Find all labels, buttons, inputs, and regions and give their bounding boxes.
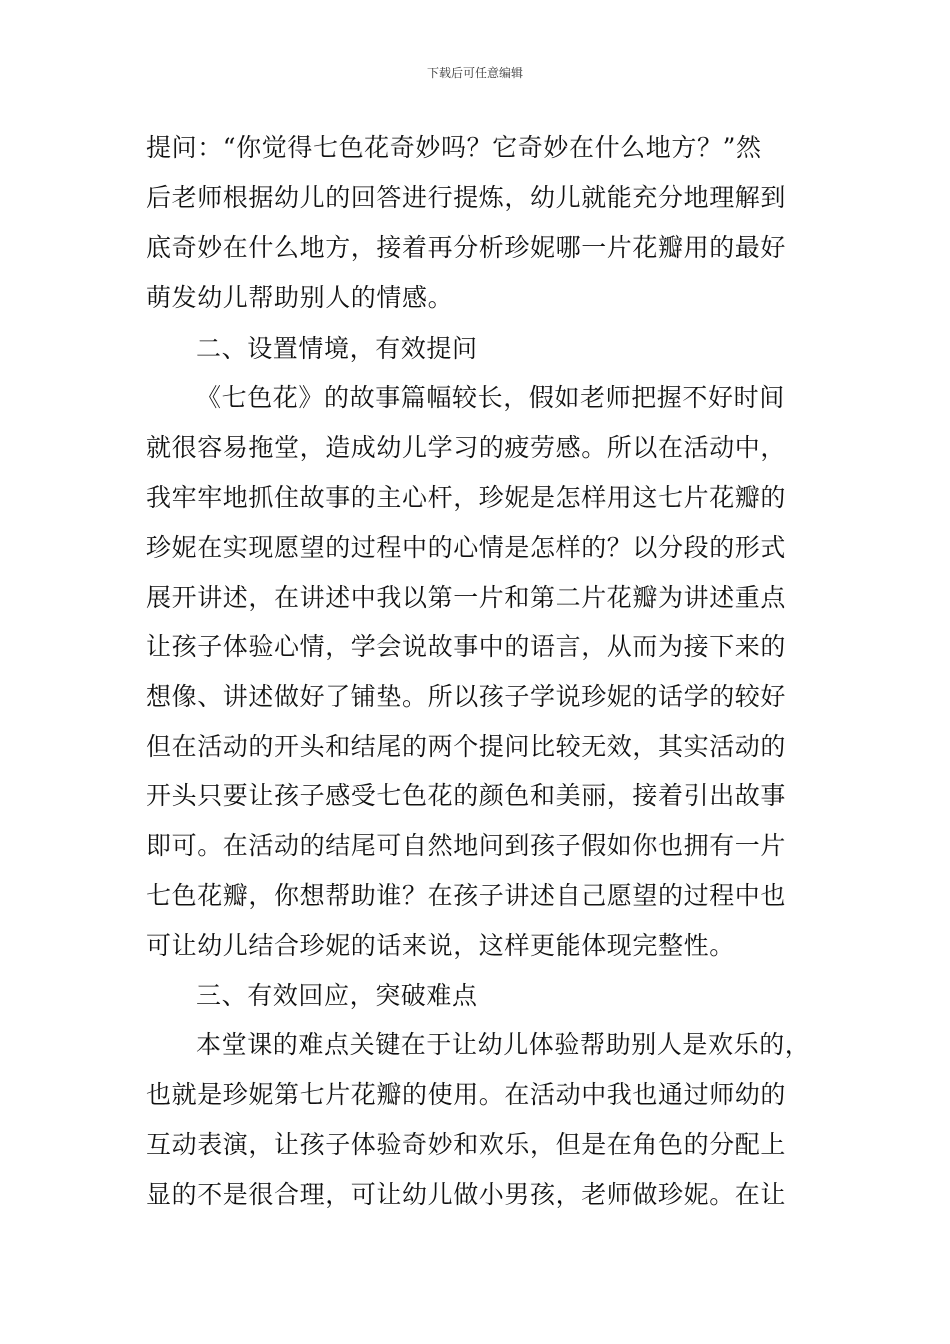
body-line: 展开讲述，在讲述中我以第一片和第二片花瓣为讲述重点: [146, 583, 787, 612]
body-line: 底奇妙在什么地方，接着再分析珍妮哪一片花瓣用的最好: [146, 233, 787, 262]
body-line: 后老师根据幼儿的回答进行提炼，幼儿就能充分地理解到: [146, 183, 787, 212]
body-line: 显的不是很合理，可让幼儿做小男孩，老师做珍妮。在让: [146, 1180, 787, 1209]
section-heading: 三、有效回应，突破难点: [196, 981, 478, 1010]
body-line: 可让幼儿结合珍妮的话来说，这样更能体现完整性。: [146, 931, 735, 960]
body-line: 开头只要让孩子感受七色花的颜色和美丽，接着引出故事: [146, 781, 787, 810]
body-line: 我牢牢地抓住故事的主心杆，珍妮是怎样用这七片花瓣的: [146, 483, 787, 512]
paragraph-first-line: 本堂课的难点关键在于让幼儿体验帮助别人是欢乐的，: [196, 1030, 811, 1059]
body-line: 让孩子体验心情，学会说故事中的语言，从而为接下来的: [146, 632, 787, 661]
body-line: 但在活动的开头和结尾的两个提问比较无效，其实活动的: [146, 732, 787, 761]
body-line: 珍妮在实现愿望的过程中的心情是怎样的？以分段的形式: [146, 533, 787, 562]
page-header: 下载后可任意编辑: [426, 66, 523, 80]
body-line: 提问：“你觉得七色花奇妙吗？它奇妙在什么地方？”然: [146, 133, 762, 162]
body-line: 也就是珍妮第七片花瓣的使用。在活动中我也通过师幼的: [146, 1080, 787, 1109]
paragraph-first-line: 《七色花》的故事篇幅较长，假如老师把握不好时间: [196, 383, 785, 412]
body-line: 七色花瓣，你想帮助谁？在孩子讲述自己愿望的过程中也: [146, 881, 787, 910]
body-line: 就很容易拖堂，造成幼儿学习的疲劳感。所以在活动中，: [146, 433, 787, 462]
body-line: 萌发幼儿帮助别人的情感。: [146, 283, 454, 312]
body-line: 互动表演，让孩子体验奇妙和欢乐，但是在角色的分配上: [146, 1130, 787, 1159]
body-line: 想像、讲述做好了铺垫。所以孩子学说珍妮的话学的较好: [146, 682, 787, 711]
section-heading: 二、设置情境，有效提问: [196, 334, 478, 363]
body-line: 即可。在活动的结尾可自然地问到孩子假如你也拥有一片: [146, 831, 787, 860]
